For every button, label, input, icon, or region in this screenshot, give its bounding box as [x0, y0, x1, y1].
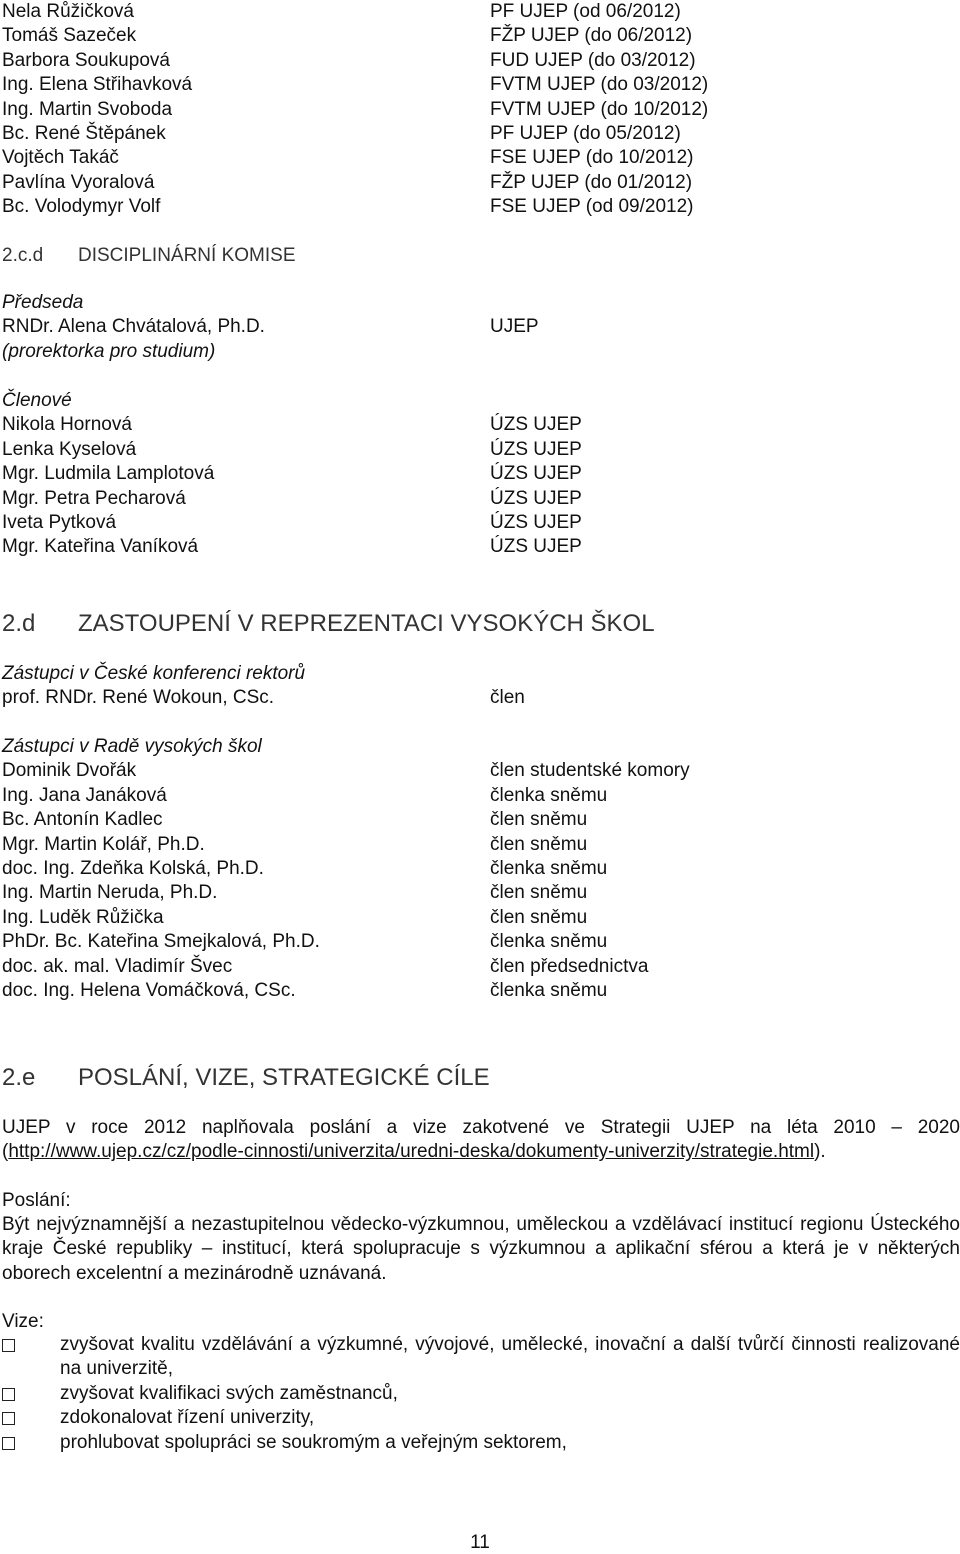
section-heading: 2.e POSLÁNÍ, VIZE, STRATEGICKÉ CÍLE	[2, 1064, 490, 1091]
list-item: Bc. René Štěpánek PF UJEP (do 05/2012)	[2, 122, 681, 144]
list-item: doc. Ing. Zdeňka Kolská, Ph.D. členka sněmu	[2, 857, 608, 879]
list-item: Nikola Hornová ÚZS UJEP	[2, 414, 582, 436]
list-item: Ing. Martin Svoboda FVTM UJEP (do 10/2012)	[2, 98, 709, 120]
list-item: PhDr. Bc. Kateřina Smejkalová, Ph.D. členka sněmu	[2, 931, 608, 953]
checkbox-bullet-icon	[2, 1333, 60, 1382]
list-item: Ing. Martin Neruda, Ph.D. člen sněmu	[2, 882, 588, 904]
strategy-link[interactable]: http://www.ujep.cz/cz/podle-cinnosti/univerzita/uredni-deska/dokumenty-univerzity/strategie.html	[8, 1141, 815, 1163]
list-item: doc. Ing. Helena Vomáčková, CSc. členka sněmu	[2, 979, 608, 1001]
list-item: prohlubovat spolupráci se soukromým a veřejným sektorem,	[2, 1431, 960, 1455]
list-item: Vojtěch Takáč FSE UJEP (do 10/2012)	[2, 147, 694, 169]
vision-list	[2, 1333, 960, 1455]
checkbox-bullet-icon	[2, 1431, 60, 1455]
list-item: Barbora Soukupová FUD UJEP (do 03/2012)	[2, 49, 696, 71]
list-item: zvyšovat kvalitu vzdělávání a výzkumné, vývojové, umělecké, inovační a další tvůrčí činnosti realizované na univerzitě,	[2, 1333, 960, 1382]
list-item: zvyšovat kvalifikaci svých zaměstnanců,	[2, 1382, 960, 1406]
list-item: Nela Růžičková PF UJEP (od 06/2012)	[2, 1, 681, 22]
list-item: Bc. Volodymyr Volf FSE UJEP (od 09/2012)	[2, 196, 694, 218]
list-item: Dominik Dvořák člen studentské komory	[2, 760, 690, 782]
page-number: 11	[470, 1532, 490, 1553]
committee-chair: Předseda RNDr. Alena Chvátalová, Ph.D. UJEP (prorektorka pro studium)	[2, 292, 539, 362]
list-item: Mgr. Ludmila Lamplotová ÚZS UJEP	[2, 463, 582, 485]
list-item: Mgr. Petra Pecharová ÚZS UJEP	[2, 487, 582, 509]
higher-education-council: Zástupci v Radě vysokých škol Dominik Dvořák člen studentské komory Ing. Jana Janáková členka sněmu Bc. Antonín Kadlec člen sněmu Mgr. Martin Kolář, Ph.D. člen sněmu doc. Ing. Zdeňka Kolská, Ph.D. členka sněmu Ing. Martin Neruda, Ph.D. člen sněmu Ing. Luděk Růžička člen sněmu PhDr. Bc. Kateřina Smejkalová, Ph.D. členka sněmu doc. ak. mal. Vladimír Švec člen předsednictva doc. Ing. Helena Vomáčková, CSc. členka sněmu	[2, 735, 690, 1003]
checkbox-bullet-icon	[2, 1406, 60, 1430]
list-item: Pavlína Vyoralová FŽP UJEP (do 01/2012)	[2, 171, 693, 193]
committee-members: Členové Nikola Hornová ÚZS UJEP Lenka Kyselová ÚZS UJEP Mgr. Ludmila Lamplotová ÚZS UJEP Mgr. Petra Pecharová ÚZS UJEP Iveta Pytková ÚZS UJEP Mgr. Kateřina Vaníková ÚZS UJEP	[2, 389, 582, 560]
list-item: Lenka Kyselová ÚZS UJEP	[2, 438, 582, 460]
list-item: Tomáš Sazeček FŽP UJEP (do 06/2012)	[2, 25, 693, 47]
mission-label: Poslání:	[2, 1190, 71, 1211]
section-representation	[2, 608, 655, 640]
list-item: Mgr. Kateřina Vaníková ÚZS UJEP	[2, 536, 582, 558]
list-item: Iveta Pytková ÚZS UJEP	[2, 511, 582, 533]
checkbox-bullet-icon	[2, 1382, 60, 1406]
list-item: doc. ak. mal. Vladimír Švec člen předsednictva	[2, 955, 649, 977]
list-item: Ing. Luděk Růžička člen sněmu	[2, 906, 588, 928]
list-item: zdokonalovat řízení univerzity,	[2, 1406, 960, 1430]
list-item: Ing. Elena Střihavková FVTM UJEP (do 03/2012)	[2, 74, 709, 96]
list-item: Ing. Jana Janáková členka sněmu	[2, 784, 608, 806]
section-heading: 2.c.d DISCIPLINÁRNÍ KOMISE	[2, 245, 296, 266]
top-member-list	[2, 0, 708, 220]
list-item: Bc. Antonín Kadlec člen sněmu	[2, 809, 588, 831]
vision-label: Vize:	[2, 1311, 44, 1332]
section-heading: 2.d ZASTOUPENÍ V REPREZENTACI VYSOKÝCH ŠKOL	[2, 610, 655, 637]
intro-paragraph: UJEP v roce 2012 naplňovala poslání a vize zakotvené ve Strategii UJEP na léta 2010 – 2020 (http://www.ujep.cz/cz/podle-cinnosti/univerzita/uredni-deska/dokumenty-univerzity/strategie.html).	[2, 1117, 960, 1163]
mission-paragraph: Být nejvýznamnější a nezastupitelnou vědecko-výzkumnou, uměleckou a vzdělávací institucí regionu Ústeckého kraje České republiky – institucí, která spolupracuje s výzkumnou a aplikační sférou a která je v některých oborech excelentní a mezinárodně uznávaná.	[2, 1214, 960, 1284]
rectors-conference: Zástupci v České konferenci rektorů prof. RNDr. René Wokoun, CSc. člen	[2, 663, 525, 709]
section-mission-vision	[2, 1062, 490, 1094]
section-disciplinary-committee	[2, 242, 296, 270]
list-item: Mgr. Martin Kolář, Ph.D. člen sněmu	[2, 833, 588, 855]
